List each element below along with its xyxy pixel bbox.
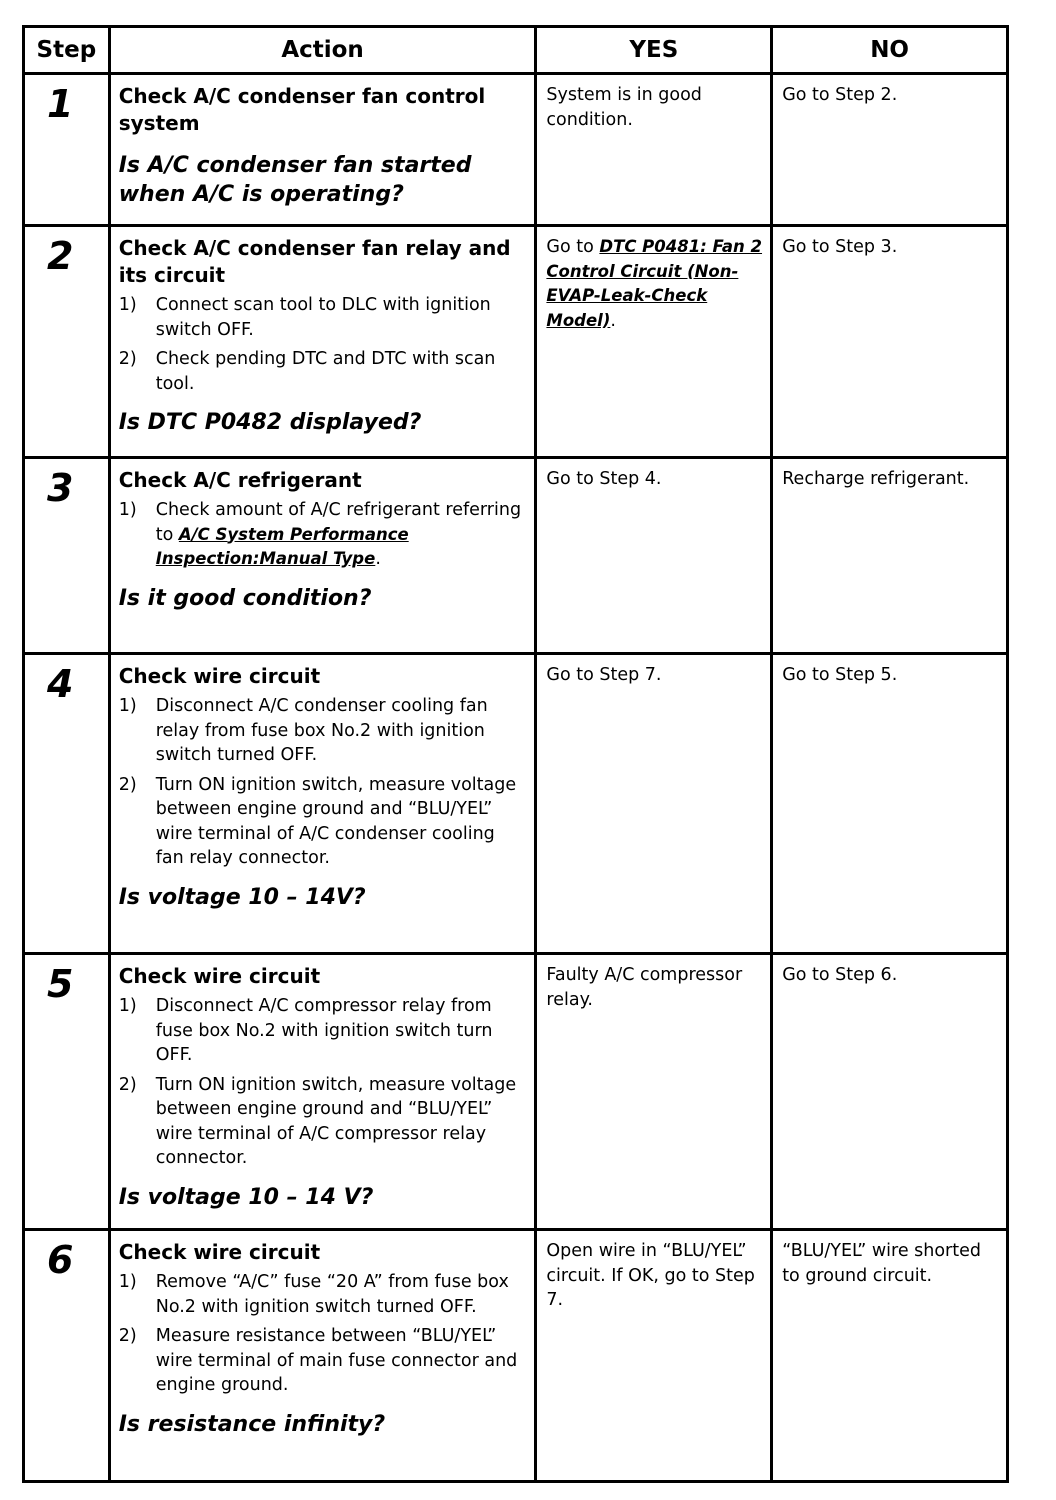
step-cell — [24, 1230, 110, 1482]
table-row — [24, 226, 1008, 458]
step-number: 3 — [47, 466, 74, 510]
item-text: Remove “A/C” fuse “20 A” from fuse box No.2 with ignition switch turned OFF. — [155, 1272, 509, 1317]
action-question: Is A/C condenser fan started when A/C is operating? — [118, 153, 472, 207]
step-number: 4 — [47, 662, 74, 706]
header-no: NO — [772, 27, 1008, 74]
yes-text: Go to — [546, 237, 600, 257]
list-item — [119, 1073, 527, 1171]
step-cell — [24, 74, 110, 226]
item-number: 2) — [118, 1326, 137, 1346]
yes-text: Go to Step 7. — [546, 665, 662, 685]
action-question: Is resistance infinity? — [118, 1411, 386, 1437]
list-item — [119, 1270, 527, 1319]
list-item — [119, 293, 527, 342]
item-text: Turn ON ignition switch, measure voltage between engine ground and “BLU/YEL” wire terminal of A/C compressor relay connector. — [155, 1074, 517, 1168]
yes-cell — [536, 654, 772, 954]
step-number: 2 — [47, 234, 74, 278]
item-number: 1) — [118, 295, 137, 315]
step-number: 5 — [47, 962, 74, 1006]
no-text: Go to Step 3. — [782, 237, 898, 257]
diagnostic-table-container — [22, 25, 1009, 1483]
yes-text: Faulty A/C compressor relay. — [546, 965, 743, 1010]
yes-cell — [536, 458, 772, 654]
no-cell — [772, 654, 1008, 954]
action-steps — [119, 498, 527, 572]
no-text: Go to Step 5. — [782, 665, 898, 685]
yes-suffix: . — [610, 310, 616, 331]
table-row — [24, 458, 1008, 654]
yes-text: Go to Step 4. — [546, 469, 662, 489]
list-item — [119, 498, 527, 572]
table-row — [24, 74, 1008, 226]
diagnostic-table — [22, 25, 1009, 1483]
yes-cell — [536, 1230, 772, 1482]
step-number: 1 — [47, 82, 74, 126]
table-row — [24, 1230, 1008, 1482]
action-title: Check wire circuit — [118, 964, 321, 988]
action-steps — [119, 694, 527, 871]
no-cell — [772, 226, 1008, 458]
header-row — [24, 27, 1008, 74]
yes-cell — [536, 954, 772, 1230]
action-question: Is voltage 10 – 14 V? — [118, 1184, 374, 1210]
item-text: Connect scan tool to DLC with ignition switch OFF. — [155, 295, 491, 340]
item-number: 2) — [118, 774, 137, 795]
yes-text: System is in good condition. — [546, 85, 702, 130]
action-steps — [119, 1270, 527, 1398]
no-text: “BLU/YEL” wire shorted to ground circuit. — [782, 1241, 981, 1286]
action-title: Check A/C condenser fan control system — [118, 84, 486, 135]
step-cell — [24, 654, 110, 954]
table-row — [24, 654, 1008, 954]
no-cell — [772, 458, 1008, 654]
item-suffix: . — [375, 549, 381, 569]
list-item — [119, 347, 527, 396]
header-action: Action — [109, 27, 536, 74]
action-title: Check A/C refrigerant — [118, 468, 362, 492]
no-text: Go to Step 2. — [782, 85, 898, 105]
action-cell — [109, 74, 536, 226]
action-question: Is DTC P0482 displayed? — [118, 410, 422, 435]
item-number: 1) — [118, 696, 137, 716]
action-cell — [109, 954, 536, 1230]
action-cell — [109, 226, 536, 458]
action-cell — [109, 1230, 536, 1482]
action-title: Check A/C condenser fan relay and its circuit — [118, 236, 511, 287]
action-cell — [109, 654, 536, 954]
item-number: 1) — [118, 1272, 137, 1292]
item-text: Measure resistance between “BLU/YEL” wire terminal of main fuse connector and engine ground. — [155, 1326, 518, 1395]
list-item — [119, 694, 527, 768]
action-steps — [119, 994, 527, 1171]
action-question: Is it good condition? — [118, 585, 372, 611]
no-cell — [772, 954, 1008, 1230]
item-number: 1) — [118, 996, 137, 1016]
yes-cell — [536, 74, 772, 226]
no-cell — [772, 74, 1008, 226]
yes-text: Open wire in “BLU/YEL” circuit. If OK, go to Step 7. — [546, 1241, 755, 1310]
step-cell — [24, 458, 110, 654]
item-text: Turn ON ignition switch, measure voltage between engine ground and “BLU/YEL” wire terminal of A/C condenser cooling fan relay connector. — [155, 774, 517, 868]
yes-cell — [536, 226, 772, 458]
list-item — [119, 773, 527, 871]
header-yes: YES — [536, 27, 772, 74]
step-cell — [24, 226, 110, 458]
list-item — [119, 1324, 527, 1398]
item-text: Check pending DTC and DTC with scan tool. — [155, 349, 496, 394]
no-text: Go to Step 6. — [782, 965, 898, 985]
table-row — [24, 954, 1008, 1230]
item-text: Check amount of A/C refrigerant referring to — [155, 500, 522, 545]
item-number: 2) — [118, 349, 137, 369]
no-cell — [772, 1230, 1008, 1482]
ac-performance-inspection-link[interactable]: A/C System Performance Inspection:Manual Type — [155, 524, 409, 568]
action-question: Is voltage 10 – 14V? — [118, 884, 366, 910]
action-title: Check wire circuit — [118, 1240, 321, 1264]
no-text: Recharge refrigerant. — [782, 469, 970, 489]
item-text: Disconnect A/C compressor relay from fuse box No.2 with ignition switch turn OFF. — [155, 996, 493, 1065]
action-steps — [119, 293, 527, 396]
action-cell — [109, 458, 536, 654]
item-text: Disconnect A/C condenser cooling fan relay from fuse box No.2 with ignition switch turned OFF. — [155, 696, 488, 765]
item-number: 1) — [118, 500, 137, 520]
step-cell — [24, 954, 110, 1230]
header-step: Step — [24, 27, 110, 74]
step-number: 6 — [47, 1238, 74, 1282]
item-number: 2) — [118, 1074, 137, 1095]
action-title: Check wire circuit — [118, 664, 321, 688]
dtc-p0481-link[interactable]: DTC P0481: Fan 2 Control Circuit (Non-EVAP-Leak-Check Model) — [546, 237, 763, 330]
list-item — [119, 994, 527, 1068]
